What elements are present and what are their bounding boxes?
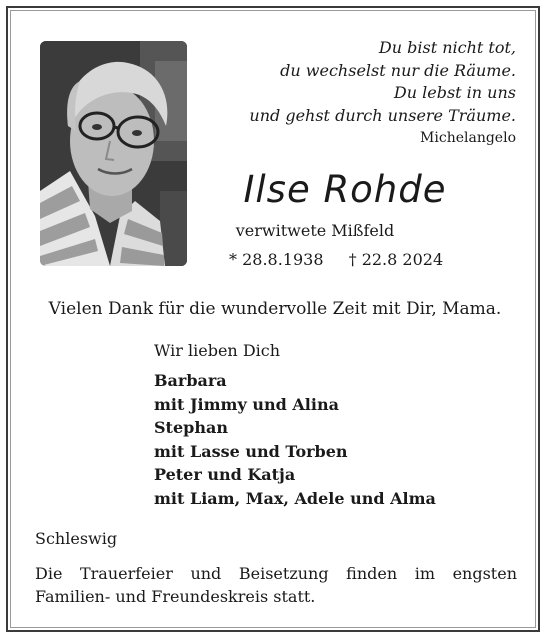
poem-line: Du lebst in uns [393, 83, 516, 102]
family-list [154, 369, 436, 511]
family-member: mit Lasse und Torben [154, 441, 348, 461]
deceased-name: Ilse Rohde [243, 168, 447, 211]
family-member: mit Jimmy und Alina [154, 394, 339, 414]
poem-line: du wechselst nur die Räume. [280, 60, 516, 80]
birth-date: * 28.8.1938 [229, 250, 324, 269]
ceremony-notice: Die Trauerfeier und Beisetzung finden im engsten Familien- und Freundeskreis statt. [35, 564, 517, 606]
death-date: † 22.8 2024 [348, 250, 444, 269]
widowed-name: verwitwete Mißfeld [235, 221, 395, 240]
family-member: Stephan [154, 418, 228, 438]
poem-author: Michelangelo [420, 130, 516, 146]
life-dates [229, 250, 443, 269]
thanks-line: Vielen Dank für die wundervolle Zeit mit Dir, Mama. [48, 299, 502, 319]
poem-quote [216, 37, 516, 127]
family-member: Peter und Katja [154, 465, 296, 485]
love-line: Wir lieben Dich [154, 341, 281, 360]
place-name: Schleswig [35, 529, 118, 548]
portrait-photo [40, 41, 187, 266]
family-member: mit Liam, Max, Adele und Alma [154, 488, 436, 508]
family-member: Barbara [154, 371, 227, 390]
poem-line: Du bist nicht tot, [378, 38, 516, 57]
poem-line: und gehst durch unsere Träume. [249, 105, 516, 125]
